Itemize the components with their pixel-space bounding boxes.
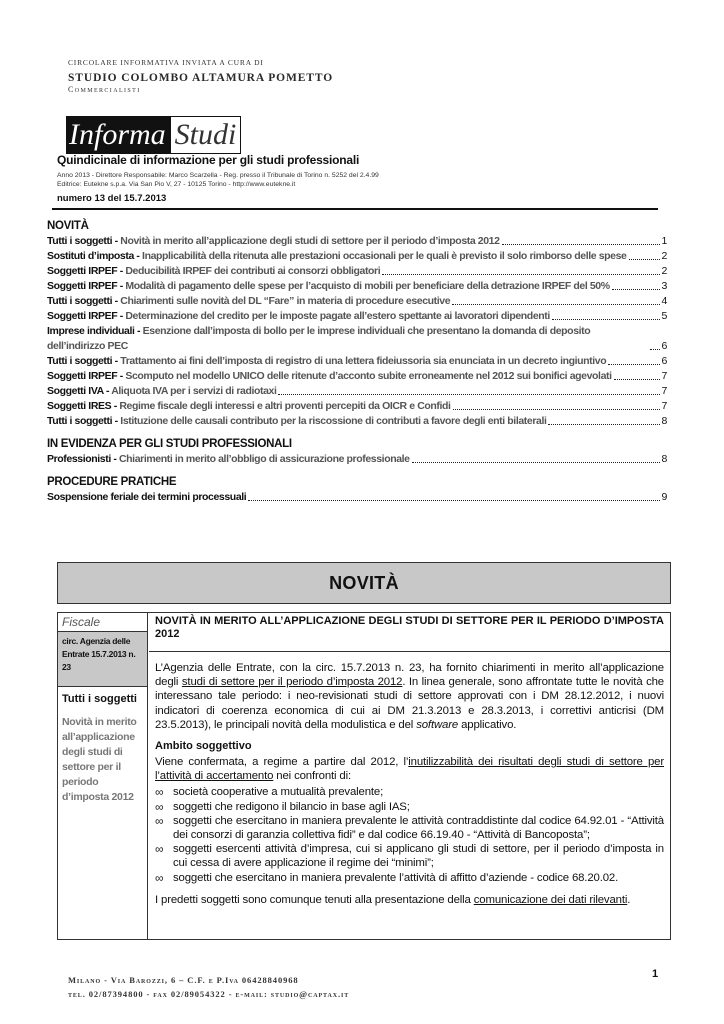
toc-leader-dots	[552, 319, 660, 320]
article-reference: circ. Agenzia delle Entrate 15.7.2013 n. 23	[58, 632, 147, 687]
toc-leader-dots	[412, 462, 660, 463]
toc-entry-page: 4	[661, 295, 667, 307]
toc-leader-dots	[382, 274, 659, 275]
toc-entry-title: Deducibilità IRPEF dei contributi ai consorzi obbligatori	[125, 265, 381, 277]
toc-leader-dots	[629, 259, 660, 260]
p3-link[interactable]: comunicazione dei dati rilevanti	[473, 893, 628, 906]
toc-leader-dots	[608, 364, 659, 365]
toc-leader-dots	[548, 424, 659, 425]
p3-text-a: I predetti soggetti sono comunque tenuti alla presentazione della	[155, 893, 474, 906]
toc-entry[interactable]	[47, 384, 667, 399]
p1-text-c: applicativo.	[458, 718, 517, 731]
article-topic: Novità in merito all’applicazione degli studi di settore per il periodo d’imposta 2012	[62, 716, 137, 803]
toc-leader-dots	[650, 349, 660, 350]
article-bullet-list	[155, 785, 664, 884]
logo-right-text: Studi	[171, 116, 242, 154]
toc-entry-text: Tutti i soggetti - Istituzione delle causali contributo per la riscossione di contributi a favore degli enti bilaterali	[47, 415, 547, 427]
article-title-text: NOVITÀ IN MERITO ALL’APPLICAZIONE DEGLI STUDI DI SETTORE PER IL PERIODO D’IMPOSTA 2012	[155, 615, 664, 640]
toc-entry-page: 7	[661, 400, 667, 412]
toc-entry-title: Trattamento ai fini dell’imposta di registro di una lettera fideiussoria sia enunciata in un decreto ingiuntivo	[120, 355, 607, 367]
toc-entry-title: Istituzione delle causali contributo per la riscossione di contributi a favore degli enti bilaterali	[120, 415, 547, 427]
toc-leader-dots	[248, 500, 659, 501]
toc-entry-page: 7	[661, 370, 667, 382]
toc-entry[interactable]	[47, 324, 667, 354]
informa-studi-logo	[66, 116, 241, 154]
toc-entry-text: Soggetti IRPEF - Determinazione del credito per le imposte pagate all’estero spettante ai lavoratori dipendenti	[47, 310, 550, 322]
infinity-bullet-icon: ∞	[155, 870, 164, 885]
toc-entry-page: 5	[661, 310, 667, 322]
meta-line-2: Editrice: Eutekne s.p.a. Via San Pio V, 27 - 10125 Torino - http://www.eutekne.it	[57, 180, 296, 188]
toc-entry[interactable]	[47, 234, 667, 249]
toc-entry-subject: Tutti i soggetti	[47, 295, 113, 307]
toc-entry-page: 6	[661, 355, 667, 367]
toc-entry-subject: Tutti i soggetti	[47, 355, 113, 367]
firm-name: STUDIO COLOMBO ALTAMURA POMETTO	[68, 72, 334, 84]
toc-entry[interactable]	[47, 490, 667, 505]
toc-entry[interactable]	[47, 294, 667, 309]
toc-entry-text: Soggetti IRPEF - Scomputo nel modello UNICO delle ritenute d’acconto subite erroneamente nel 2012 sui bonifici agevolati	[47, 370, 612, 382]
publication-meta	[57, 172, 379, 189]
page-number: 1	[652, 968, 659, 980]
toc-leader-dots	[278, 394, 659, 395]
firm-role: Commercialisti	[68, 85, 141, 94]
toc-entry[interactable]	[47, 309, 667, 324]
toc-entry-title: Esenzione dall’imposta di bollo per le imprese individuali che presentano la domanda di deposito dell’indirizzo PEC	[47, 325, 591, 352]
toc-entry-page: 8	[661, 453, 667, 465]
bullet-text: soggetti che esercitano in maniera prevalente le attività contraddistinte dal codice 64.92.01 - “Attività dei consorzi di garanzia collettiva fidi” e dal codice 66.19.40 - “Attività di Bancoposta”;	[173, 814, 664, 842]
p1-text-a: L’Agenzia delle Entrate, con la circ. 15.7.2013 n. 23, ha fornito chiarimenti in merito all’applicazione degli	[155, 662, 664, 689]
p1-text-b: . In linea generale, sono affrontate tutte le novità che interessano tale periodo: i neo-revisionati studi di settore approvati con i DM 28.12.2012, i nuovi indicatori di coerenza economica di cui ai DM 21.3.2013 e 28.3.2013, i correttivi anticrisi (DM 23.5.2013), le principali novità della modulistica e del	[155, 676, 664, 731]
toc-entry-text: Soggetti IVA - Aliquota IVA per i servizi di radiotaxi	[47, 385, 277, 397]
toc-entry-text: Imprese individuali - Esenzione dall’imposta di bollo per le imprese individuali che presentano la domanda di deposito dell’indirizzo PEC	[47, 325, 591, 352]
bullet-item	[155, 871, 664, 885]
article-paragraph-2	[155, 755, 664, 783]
bullet-item	[155, 842, 664, 870]
issue-number: numero 13 del 15.7.2013	[57, 193, 167, 204]
toc-entry-page: 6	[661, 340, 667, 352]
footer-address: Milano - Via Barozzi, 6 – C.F. e P.Iva 06428840968	[68, 975, 299, 985]
article-paragraph-1	[155, 661, 664, 732]
infinity-bullet-icon: ∞	[155, 842, 164, 857]
article-subheading: Ambito soggettivo	[155, 740, 252, 753]
toc-entry-title: Novità in merito all’applicazione degli studi di settore per il periodo d’imposta 2012	[120, 235, 500, 247]
toc-entry-text: Soggetti IRES - Regime fiscale degli interessi e altri proventi percepiti da OICR e Confidi	[47, 400, 451, 412]
toc-entry-subject: Tutti i soggetti	[47, 415, 113, 427]
toc-entry[interactable]	[47, 369, 667, 384]
toc-entry-title: Aliquota IVA per i servizi di radiotaxi	[111, 385, 277, 397]
infinity-bullet-icon: ∞	[155, 799, 164, 814]
page-footer	[68, 973, 349, 1001]
logo-left-text: Informa	[66, 116, 171, 154]
p3-text-b: .	[627, 893, 631, 906]
toc-entry-subject: Soggetti IVA	[47, 385, 104, 397]
toc-entry-text: Tutti i soggetti - Novità in merito all’applicazione degli studi di settore per il periodo d’imposta 2012	[47, 235, 500, 247]
bullet-item	[155, 785, 664, 799]
p2-text-a: Viene confermata, a regime a partire dal 2012, l’	[155, 756, 409, 769]
meta-line-1: Anno 2013 - Direttore Responsabile: Marco Scarzella - Reg. presso il Tribunale di Torino n. 5252 del 2.4.99	[57, 172, 379, 179]
toc-entry-page: 9	[661, 491, 667, 503]
article-category: Fiscale	[58, 613, 147, 632]
toc-section-evidenza: IN EVIDENZA PER GLI STUDI PROFESSIONALI	[47, 438, 292, 450]
toc-entry-subject: Soggetti IRPEF	[47, 280, 118, 292]
toc-section-procedure: PROCEDURE PRATICHE	[47, 476, 177, 488]
toc-entry-title: Chiarimenti in merito all’obbligo di assicurazione professionale	[118, 453, 410, 465]
toc-entry-title: Chiarimenti sulle novità del DL “Fare” in materia di procedure esecutive	[120, 295, 451, 307]
toc-entry-subject: Soggetti IRPEF	[47, 370, 118, 382]
toc-list-evidenza	[47, 452, 667, 467]
bullet-text: soggetti che esercitano in maniera prevalente l’attività di affitto d’aziende - codice 68.20.02.	[173, 871, 619, 884]
toc-entry-subject: Tutti i soggetti	[47, 235, 113, 247]
article-box	[57, 612, 671, 940]
toc-section-novita: NOVITÀ	[47, 220, 89, 232]
header-divider	[52, 208, 658, 210]
article-title	[149, 613, 670, 652]
toc-entry-page: 1	[661, 235, 667, 247]
firm-subtitle: CIRCOLARE INFORMATIVA INVIATA A CURA DI	[68, 58, 264, 67]
toc-entry-page: 8	[661, 415, 667, 427]
toc-entry-text: Professionisti - Chiarimenti in merito all’obbligo di assicurazione professionale	[47, 453, 410, 465]
bullet-item	[155, 814, 664, 842]
article-body	[149, 613, 670, 939]
toc-entry-text: Tutti i soggetti - Trattamento ai fini dell’imposta di registro di una lettera fideiussoria sia enunciata in un decreto ingiuntivo	[47, 355, 607, 367]
toc-entry-subject: Soggetti IRPEF	[47, 265, 118, 277]
toc-leader-dots	[612, 289, 660, 290]
firm-header	[68, 58, 333, 94]
toc-entry-page: 7	[661, 385, 667, 397]
infinity-bullet-icon: ∞	[155, 785, 164, 800]
toc-entry-title: Scomputo nel modello UNICO delle ritenute d’acconto subite erroneamente nel 2012 sui bonifici agevolati	[125, 370, 612, 382]
article-paragraph-3	[155, 893, 664, 907]
toc-entry-title: Determinazione del credito per le imposte pagate all’estero spettante ai lavoratori dipendenti	[125, 310, 550, 322]
toc-entry-subject: Sospensione feriale dei termini processuali	[47, 491, 247, 503]
bullet-item	[155, 800, 664, 814]
article-sidebar	[58, 613, 148, 939]
toc-leader-dots	[614, 379, 660, 380]
toc-list-novita	[47, 234, 667, 429]
p1-italic: software	[416, 718, 459, 731]
bullet-text: società cooperative a mutualità prevalente;	[173, 786, 384, 799]
toc-entry-title: Regime fiscale degli interessi e altri proventi percepiti da OICR e Confidi	[119, 400, 451, 412]
toc-entry-subject: Soggetti IRPEF	[47, 310, 118, 322]
p2-text-b: nei confronti di:	[273, 770, 352, 783]
infinity-bullet-icon: ∞	[155, 813, 164, 828]
bullet-text: soggetti esercenti attività d’impresa, cui si applicano gli studi di settore, per il periodo d’imposta in cui cessa di avere applicazione il regime dei “minimi”;	[173, 843, 664, 870]
toc-entry-subject: Professionisti	[47, 453, 111, 465]
toc-entry-subject: Soggetti IRES	[47, 400, 112, 412]
toc-entry-text: Soggetti IRPEF - Modalità di pagamento delle spese per l’acquisto di mobili per beneficiare della detrazione IRPEF del 50%	[47, 280, 610, 292]
toc-list-procedure	[47, 490, 667, 505]
toc-entry-page: 2	[661, 250, 667, 262]
toc-entry[interactable]	[47, 399, 667, 414]
toc-entry-text: Tutti i soggetti - Chiarimenti sulle novità del DL “Fare” in materia di procedure esecutive	[47, 295, 451, 307]
toc-entry-page: 3	[661, 280, 667, 292]
footer-contacts: tel. 02/87394800 - fax 02/89054322 - e-mail: studio@captax.it	[68, 989, 350, 999]
toc-entry-text	[47, 490, 246, 505]
toc-leader-dots	[453, 409, 660, 410]
toc-leader-dots	[502, 244, 660, 245]
toc-entry-subject: Sostituti d’imposta	[47, 250, 134, 262]
toc-entry-page: 2	[661, 265, 667, 277]
p1-link[interactable]: studi di settore per il periodo d’imposta 2012	[181, 676, 403, 689]
table-of-contents	[47, 220, 667, 505]
toc-leader-dots	[452, 304, 659, 305]
section-banner-novita: NOVITÀ	[57, 562, 671, 604]
p2-link[interactable]: inutilizzabilità dei risultati degli studi di settore per l’attività di accertamento	[155, 756, 664, 783]
toc-entry[interactable]	[47, 249, 667, 264]
toc-entry-title: Inapplicabilità della ritenuta alle prestazioni occasionali per le quali è previsto il solo rimborso delle spese	[142, 250, 627, 262]
toc-entry[interactable]	[47, 264, 667, 279]
toc-entry-subject: Imprese individuali	[47, 325, 135, 337]
toc-entry-text: Soggetti IRPEF - Deducibilità IRPEF dei contributi ai consorzi obbligatori	[47, 265, 381, 277]
toc-entry-title: Modalità di pagamento delle spese per l’acquisto di mobili per beneficiare della detrazione IRPEF del 50%	[125, 280, 610, 292]
toc-entry-text: Sostituti d’imposta - Inapplicabilità della ritenuta alle prestazioni occasionali per le quali è previsto il solo rimborso delle spese	[47, 250, 627, 262]
toc-entry[interactable]	[47, 279, 667, 294]
bullet-text: soggetti che redigono il bilancio in base agli IAS;	[173, 800, 410, 813]
article-subjects: Tutti i soggetti	[62, 693, 137, 705]
toc-entry[interactable]	[47, 354, 667, 369]
toc-entry[interactable]	[47, 452, 667, 467]
tagline: Quindicinale di informazione per gli studi professionali	[57, 153, 360, 167]
toc-entry[interactable]	[47, 414, 667, 429]
